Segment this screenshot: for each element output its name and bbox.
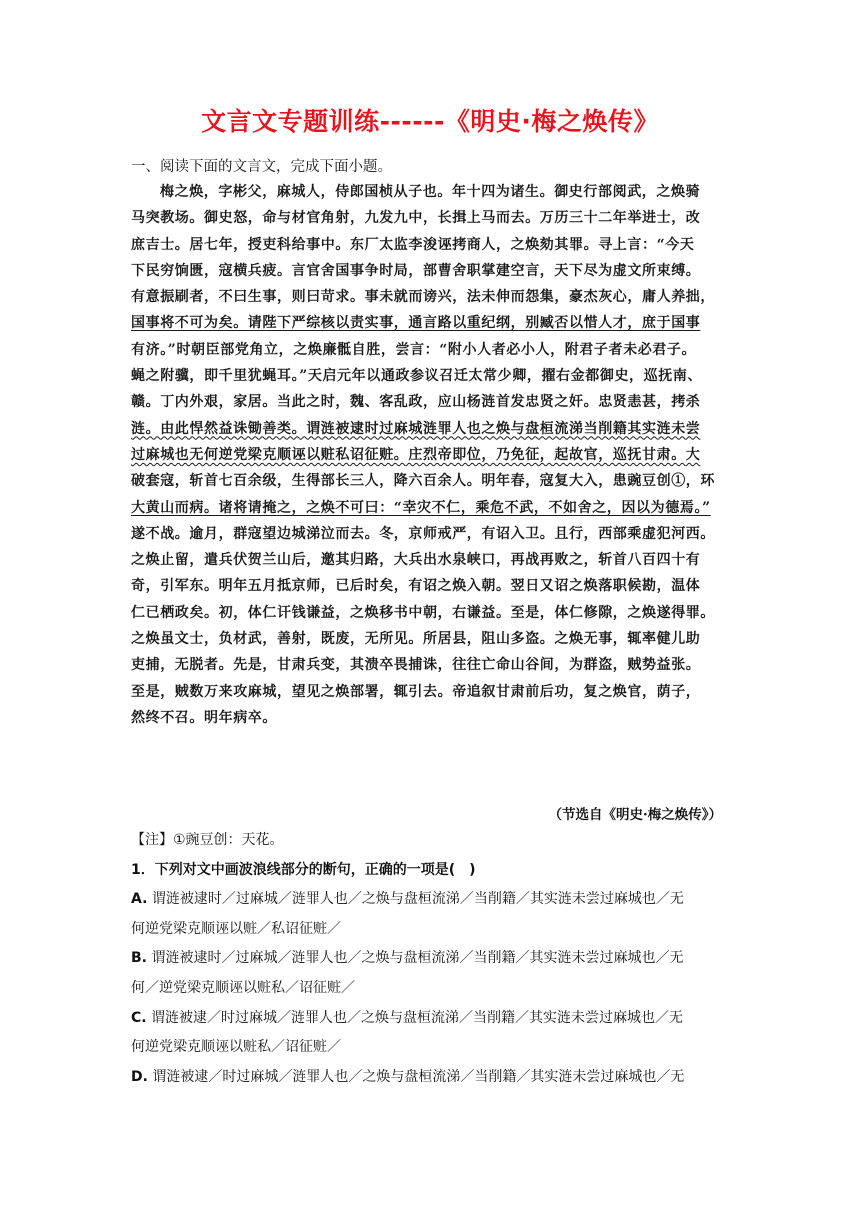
option-d xyxy=(131,1063,733,1093)
passage-line: 有意振刷者，不曰生事，则曰苛求。事未就而谤兴，法未伸而怨集，豪杰灰心，庸人养拙， xyxy=(131,289,715,306)
passage-line-wavy: 过麻城也无何逆党梁克顺诬以赃私诏征赃。庄烈帝即位，乃免征，起故官，巡抚甘肃。大 xyxy=(131,446,701,463)
passage-line: 蝇之附骥，即千里犹蝇耳。”天启元年以通政参议召迁太常少卿，擢右金都御史，巡抚南、 xyxy=(131,368,703,385)
question-number: 1． xyxy=(131,861,155,878)
option-b-cont: 何／逆党梁克顺诬以赃私／诏征赃／ xyxy=(131,979,355,996)
passage-line: 梅之焕，字彬父，麻城人，侍郎国桢从子也。年十四为诸生。御史行部阅武，之焕骑 xyxy=(160,184,701,200)
passage-line: 破套寇，斩首七百余级，生得部长三人，降六百余人。明年春，寇复大入，患豌豆创①，环 xyxy=(131,473,715,490)
option-letter: A. xyxy=(131,891,148,908)
option-text: 谓涟被逮时／过麻城／涟罪人也／之焕与盘桓流涕／当削籍／其实涟未尝过麻城也／无 xyxy=(151,891,684,908)
question-block xyxy=(131,826,733,1092)
passage-line: 马突教场。御史怒，命与材官角射，九发九中，长揖上马而去。万历三十二年举进士，改 xyxy=(131,210,701,227)
option-text: 谓涟被逮／时过麻城／涟罪人也／之焕与盘桓流涕／当削籍／其实涟未尝过麻城也／无 xyxy=(151,1009,684,1026)
passage xyxy=(131,179,731,731)
option-letter: D. xyxy=(131,1068,148,1085)
passage-line: 之焕止留，遣兵伏贺兰山后，邀其归路，大兵出水泉峡口，再战再败之，斩首八百四十有 xyxy=(131,552,701,569)
passage-line: 吏捕，无脱者。先是，甘肃兵变，其溃卒畏捕诛，往往亡命山谷间，为群盗，贼势益张。 xyxy=(131,657,701,674)
section-intro: 一、阅读下面的文言文，完成下面小题。 xyxy=(131,159,392,175)
option-a-cont: 何逆党梁克顺诬以赃／私诏征赃／ xyxy=(131,920,341,937)
option-letter: B. xyxy=(131,950,147,967)
passage-line: 仁已栖政矣。初，体仁讦钱谦益，之焕移书中朝，右谦益。至是，体仁修隙，之焕遂得罪。 xyxy=(131,604,715,621)
passage-line: 奇，引军东。明年五月抵京师，已后时矣，有诏之焕入朝。翌日又诏之焕落职候勘，温体 xyxy=(131,578,701,595)
option-c-cont: 何逆党梁克顺诬以赃私／诏征赃／ xyxy=(131,1039,341,1056)
passage-line: 至是，贼数万来攻麻城，望见之焕部署，辄引去。帝追叙甘肃前后功，复之焕官，荫子， xyxy=(131,683,701,700)
passage-line: 之焕虽文士，负材武，善射，既废，无所见。所居县，阻山多盗。之焕无事，辄率健儿助 xyxy=(131,631,701,648)
passage-line-underlined: 国事将不可为矣。请陛下严综核以责实事，通言路以重纪纲，别臧否以惜人才，庶于国事 xyxy=(131,315,701,332)
option-text: 谓涟被逮／时过麻城／涟罪人也／之焕与盘桓流涕／当削籍／其实涟未尝过麻城也／无 xyxy=(152,1068,685,1085)
passage-line-wavy: 涟。由此悍然益诛锄善类。谓涟被逮时过麻城涟罪人也之焕与盘桓流涕当削籍其实涟未尝 xyxy=(131,420,701,437)
question-text: 下列对文中画波浪线部分的断句，正确的一项是( ) xyxy=(154,861,476,878)
passage-line: 庶吉士。居七年，授吏科给事中。东厂太监李浚诬拷商人，之焕劾其罪。寻上言：“今天 xyxy=(131,236,695,253)
passage-line: 赣。丁内外艰，家居。当此之时，魏、客乱政，应山杨涟首发忠贤之奸。忠贤恚甚，拷杀 xyxy=(131,394,701,411)
question-stem xyxy=(131,856,733,886)
option-letter: C. xyxy=(131,1009,147,1026)
option-c xyxy=(131,1004,733,1034)
footnote: 【注】①豌豆创：天花。 xyxy=(131,832,284,848)
page-title: 文言文专题训练------《明史·梅之焕传》 xyxy=(201,107,659,136)
option-b xyxy=(131,944,733,974)
source-citation: （节选自《明史·梅之焕传》） xyxy=(548,807,722,823)
passage-line: 遂不战。逾月，群寇望边城涕泣而去。冬，京师戒严，有诏入卫。且行，西部乘虚犯河西。 xyxy=(131,525,715,542)
passage-line: 下民穷饷匮，寇横兵疲。言官舍国事争时局，部曹舍职掌建空言，天下尽为虚文所束缚。 xyxy=(131,262,701,279)
option-a xyxy=(131,885,733,915)
passage-line: 有济。”时朝臣部党角立，之焕廉骶自胜，尝言：“附小人者必小人，附君子者未必君子。 xyxy=(131,341,697,358)
option-text: 谓涟被逮时／过麻城／涟罪人也／之焕与盘桓流涕／当削籍／其实涟未尝过麻城也／无 xyxy=(151,950,684,967)
passage-line: 然终不召。明年病卒。 xyxy=(131,709,277,726)
passage-line-underlined: 大黄山而病。诸将请掩之，之焕不可曰：“幸灾不仁，乘危不武，不如舍之，因以为德焉。” xyxy=(131,499,711,516)
